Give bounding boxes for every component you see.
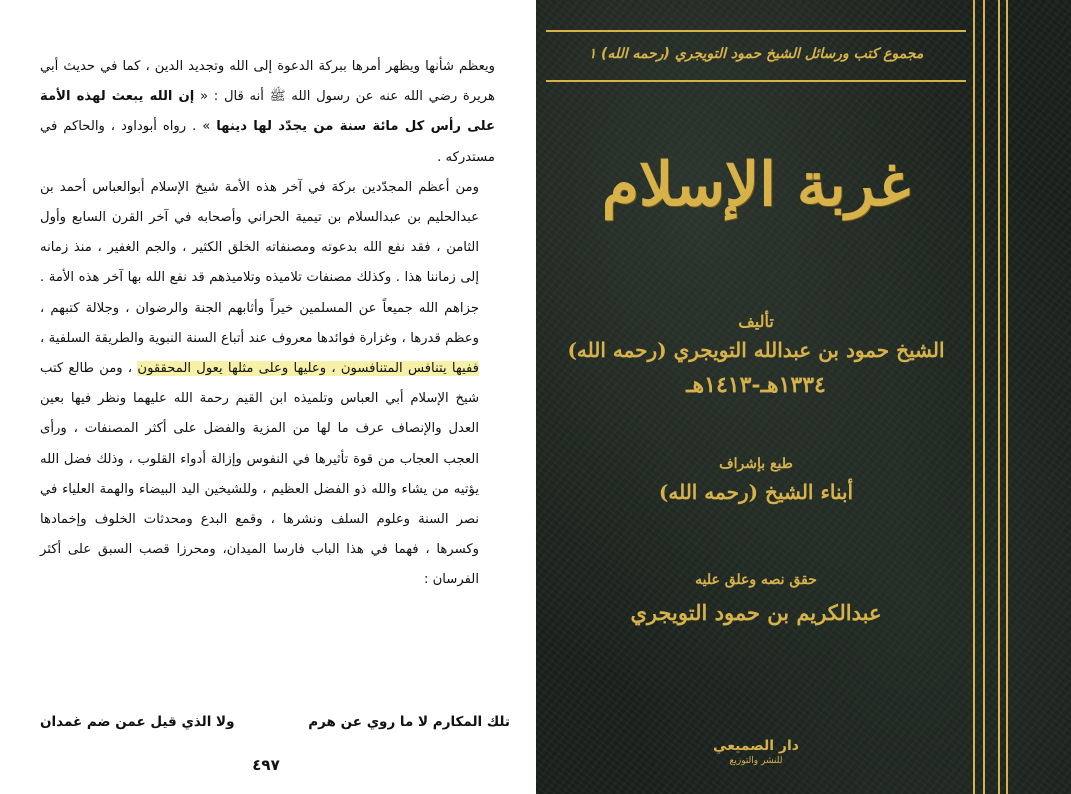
hadith-quote: إن الله يبعث لهذه الأمة على رأس كل مائة سنة من يجدّد لها دينها	[40, 89, 495, 135]
editor-label: حقق نصه وعلق عليه	[695, 572, 817, 588]
paragraph-2-text-a: ومن أعظم المجدّدين بركة في آخر هذه الأمة شيخ الإسلام أبوالعباس أحمد بن عبدالحليم بن عبدالسلام بن تيمية الحراني وأصحابه في آخر القرن السابع وأول الثامن ، فقد نفع الله بدعوته ومصنفاته الخلق الكثير ، والجم الغفير ، منذ زمانه إلى زماننا هذا . وكذلك مصنفات تلاميذه وتلاميذهم قد نفع الله بها آخر هذه الأمة . جزاهم الله جميعاً عن المسلمين خيراً وأثابهم الجنة والرضوان ، وجلالة كتبهم ، وعظم قدرها ، وغزارة فوائدها معروف عند أتباع السنة النبوية والطريقة السلفية ،	[40, 179, 479, 346]
paragraph-2	[40, 173, 495, 596]
editor-name: عبدالكريم بن حمود التويجري	[630, 600, 882, 625]
paragraph-1-text-b: » . رواه أبوداود ، والحاكم في مستدركه .	[40, 119, 495, 165]
page-body-text	[40, 52, 495, 596]
printing-supervisors: أبناء الشيخ (رحمه الله)	[658, 480, 854, 504]
poetry-verse	[40, 714, 510, 730]
highlighted-text: ففيها يتنافس المتنافسون ، وعليها وعلى مثلها يعول المحققون	[137, 361, 479, 377]
paragraph-1	[40, 52, 495, 173]
publisher-name: دار الصميعي	[713, 738, 799, 754]
spine-rule-1	[973, 0, 975, 794]
series-title: مجموع كتب ورسائل الشيخ حمود التويجري (رحمه الله) ١	[588, 46, 924, 62]
paragraph-1-text-a: ويعظم شأنها ويظهر أمرها ببركة الدعوة إلى الله وتجديد الدين ، كما في حديث أبي هريرة رضي الله عنه عن رسول الله ﷺ أنه قال : «	[40, 59, 495, 105]
frame-series-underline	[546, 80, 966, 82]
verse-second-hemistich: ولا الذي قيل عمن ضم غمدان	[40, 714, 235, 730]
spine-rule-4	[1006, 0, 1008, 794]
book-title: غربة الإسلام	[601, 150, 911, 220]
printing-label: طبع بإشراف	[719, 456, 793, 472]
publisher-subtitle: للنشر والتوزيع	[729, 756, 783, 766]
spine-rule-2	[983, 0, 985, 794]
author-name: الشيخ حمود بن عبدالله التويجري (رحمه الله)	[567, 338, 945, 362]
book-cover	[536, 0, 1071, 794]
paragraph-2-text-b: ، ومن طالع كتب شيخ الإسلام أبي العباس وتلميذه ابن القيم رحمة الله عليهما ونظر فيها بعين العدل والإنصاف عرف ما لها من المزية والفضل على أكثر المصنفات ، ورأى العجب العجاب من قوة تأثيرها في النفوس وإزالة أدواء القلوب ، وذلك فضل الله يؤتيه من يشاء والله ذو الفضل العظيم ، وللشيخين اليد البيضاء والهمة العلياء في نصر السنة وعلوم السلف ونشرها ، وقمع البدع ومحدثات الخلوف وإخمادها وكسرها ، فهما في هذا الباب فارسا الميدان، ومحرزا قصب السبق على أكثر الفرسان :	[40, 361, 479, 588]
author-label: تأليف	[738, 312, 774, 331]
author-years: ١٣٣٤هـ-١٤١٣هـ	[686, 372, 826, 398]
verse-first-hemistich: تلك المكارم لا ما روي عن هرم	[308, 714, 510, 730]
frame-top-line	[546, 30, 966, 32]
spine-rule-3	[998, 0, 1000, 794]
page-number: ٤٩٧	[252, 756, 280, 774]
publisher-logo	[666, 738, 846, 766]
